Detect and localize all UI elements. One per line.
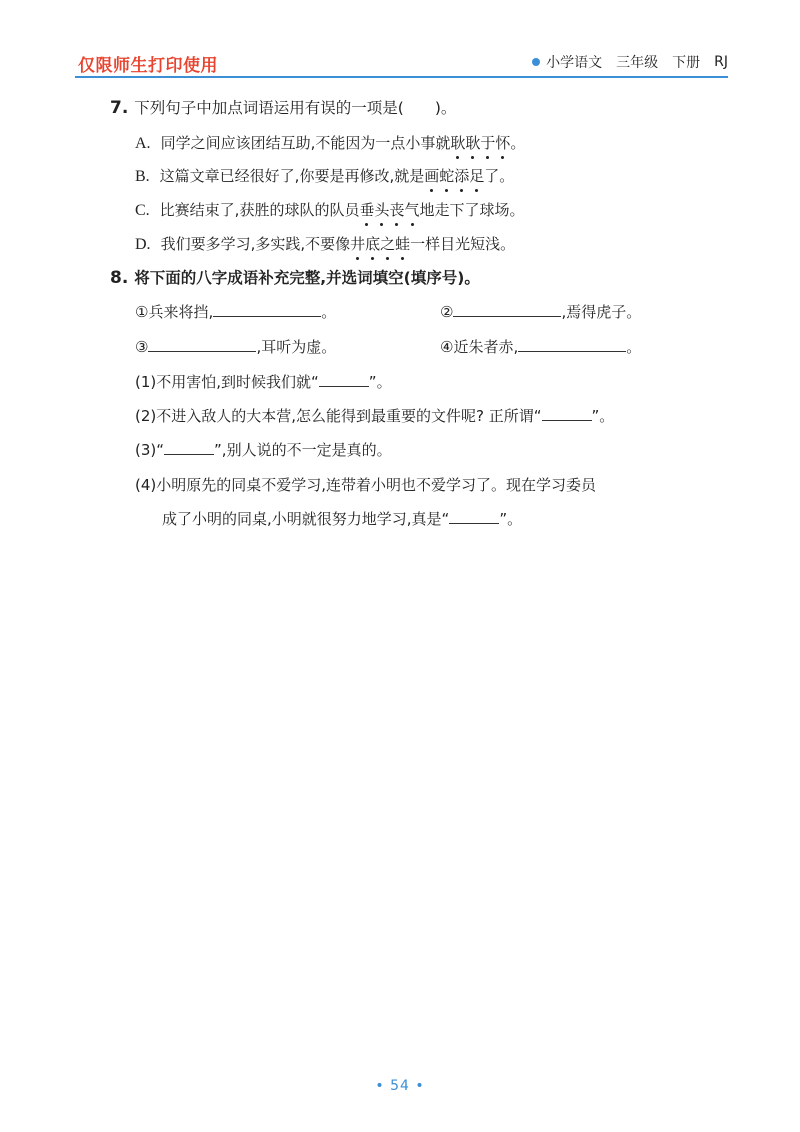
idiom-text-before: ①兵来将挡, bbox=[135, 303, 214, 321]
fill-item-4 bbox=[135, 474, 596, 495]
answer-blank[interactable] bbox=[542, 406, 592, 421]
idiom-3 bbox=[135, 336, 336, 357]
question-8-number: 8. bbox=[110, 268, 129, 288]
fill-text-before: (2)不进入敌人的大本营,怎么能得到最重要的文件呢? 正所谓“ bbox=[135, 407, 542, 425]
option-d bbox=[135, 233, 515, 254]
dotted-char: 垂 bbox=[359, 201, 375, 219]
dotted-word bbox=[450, 134, 510, 152]
dotted-char: 画 bbox=[424, 167, 440, 185]
fill-text-before: (1)不用害怕,到时候我们就“ bbox=[135, 373, 319, 391]
answer-blank[interactable] bbox=[518, 337, 626, 352]
fill-text-after: ”。 bbox=[499, 510, 523, 528]
answer-blank[interactable] bbox=[453, 302, 561, 317]
idiom-text-before: ③ bbox=[135, 338, 149, 356]
option-letter: C. bbox=[135, 202, 150, 219]
subject-label: 小学语文 bbox=[546, 55, 603, 71]
dotted-char: 耿 bbox=[465, 134, 481, 152]
idiom-4 bbox=[440, 336, 641, 357]
dotted-char: 底 bbox=[365, 235, 381, 253]
dotted-char: 蛇 bbox=[439, 167, 455, 185]
option-letter: D. bbox=[135, 236, 151, 253]
bullet-dot-icon bbox=[532, 58, 540, 66]
fill-item-2 bbox=[135, 405, 614, 426]
dotted-char: 耿 bbox=[450, 134, 466, 152]
question-7-number: 7. bbox=[110, 98, 129, 118]
dotted-char: 丧 bbox=[389, 201, 405, 219]
dotted-char: 蛙 bbox=[395, 235, 411, 253]
term-label: 下册 bbox=[672, 55, 701, 71]
answer-blank[interactable] bbox=[319, 372, 369, 387]
page-number: • 54 • bbox=[375, 1078, 425, 1094]
dotted-word bbox=[350, 235, 410, 253]
idiom-text-after: 。 bbox=[626, 338, 642, 356]
idiom-text-after: ,耳听为虚。 bbox=[256, 338, 337, 356]
option-text-after: 一样目光短浅。 bbox=[410, 235, 516, 253]
option-b bbox=[135, 165, 514, 186]
dotted-char: 于 bbox=[480, 134, 496, 152]
dotted-char: 添 bbox=[454, 167, 470, 185]
question-8-stem: 将下面的八字成语补充完整,并选词填空(填序号)。 bbox=[134, 269, 480, 287]
dotted-word bbox=[424, 167, 484, 185]
question-7-title bbox=[110, 96, 456, 118]
dotted-char: 井 bbox=[350, 235, 366, 253]
idiom-text-before: ④近朱者赤, bbox=[440, 338, 519, 356]
fill-text-after: ”,别人说的不一定是真的。 bbox=[214, 441, 392, 459]
question-8-title bbox=[110, 266, 480, 288]
dotted-word bbox=[359, 201, 419, 219]
option-text-after: 了。 bbox=[484, 167, 515, 185]
fill-text-after: ”。 bbox=[591, 407, 615, 425]
dotted-char: 怀 bbox=[495, 134, 511, 152]
fill-item-3 bbox=[135, 439, 392, 460]
dotted-char: 足 bbox=[469, 167, 485, 185]
answer-blank[interactable] bbox=[213, 302, 321, 317]
fill-text-after: ”。 bbox=[368, 373, 392, 391]
book-info bbox=[532, 52, 728, 72]
answer-blank[interactable] bbox=[164, 440, 214, 455]
fill-item-1 bbox=[135, 371, 392, 392]
idiom-2 bbox=[440, 301, 641, 322]
fill-item-4-continued bbox=[162, 508, 522, 529]
option-text-after: 。 bbox=[510, 134, 526, 152]
fill-text-before: 成了小明的同桌,小明就很努力地学习,真是“ bbox=[162, 510, 450, 528]
answer-blank[interactable] bbox=[148, 337, 256, 352]
option-text-before: 比赛结束了,获胜的球队的队员 bbox=[159, 201, 360, 219]
option-letter: B. bbox=[135, 168, 150, 185]
fill-text-before: (3)“ bbox=[135, 441, 165, 459]
dotted-char: 之 bbox=[380, 235, 396, 253]
answer-blank[interactable] bbox=[449, 509, 499, 524]
option-a bbox=[135, 132, 525, 153]
option-text-before: 我们要多学习,多实践,不要像 bbox=[160, 235, 351, 253]
print-restriction-label: 仅限师生打印使用 bbox=[78, 56, 218, 76]
dotted-char: 头 bbox=[374, 201, 390, 219]
option-letter: A. bbox=[135, 135, 151, 152]
fill-text: (4)小明原先的同桌不爱学习,连带着小明也不爱学习了。现在学习委员 bbox=[135, 476, 597, 494]
option-text-before: 同学之间应该团结互助,不能因为一点小事就 bbox=[160, 134, 451, 152]
idiom-text-after: 。 bbox=[321, 303, 337, 321]
idiom-text-after: ,焉得虎子。 bbox=[561, 303, 642, 321]
edition-label: RJ bbox=[714, 54, 728, 70]
idiom-text-before: ② bbox=[440, 303, 454, 321]
option-text-after: 地走下了球场。 bbox=[419, 201, 525, 219]
option-c bbox=[135, 199, 525, 220]
dotted-char: 气 bbox=[404, 201, 420, 219]
question-7-stem: 下列句子中加点词语运用有误的一项是( )。 bbox=[134, 99, 457, 117]
header-divider bbox=[75, 76, 728, 78]
idiom-1 bbox=[135, 301, 336, 322]
option-text-before: 这篇文章已经很好了,你要是再修改,就是 bbox=[159, 167, 425, 185]
grade-label: 三年级 bbox=[616, 55, 659, 71]
